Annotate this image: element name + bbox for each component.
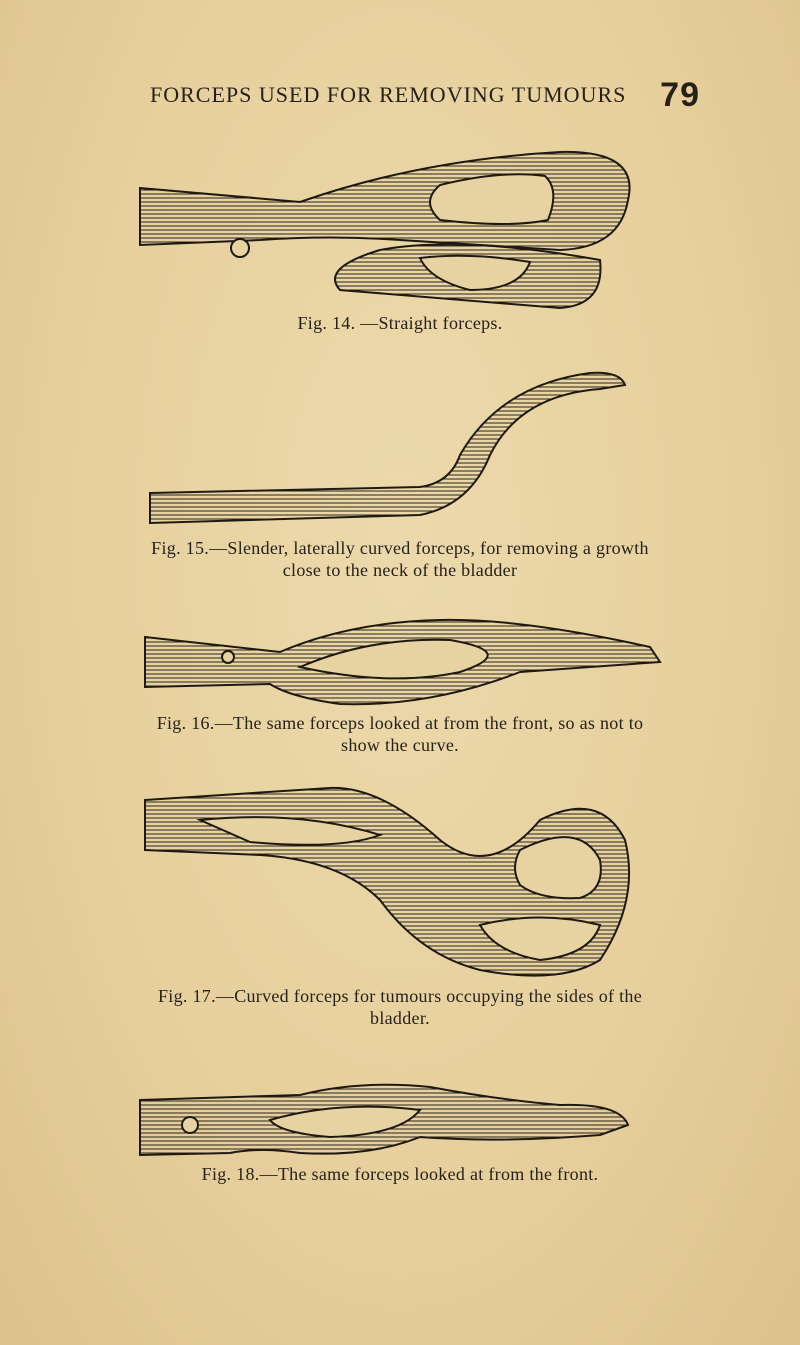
- running-title: FORCEPS USED FOR REMOVING TUMOURS: [150, 82, 627, 107]
- figure-18: [0, 1075, 800, 1184]
- figure-15-caption-line-2: close to the neck of the bladder: [282, 560, 518, 580]
- figure-18-caption: Fig. 18.—The same forceps looked at from the front.: [201, 1164, 599, 1184]
- front-view-curved-forceps-illustration: [0, 1075, 800, 1165]
- figure-16-caption-line-1: Fig. 16.—The same forceps looked at from the front, so as not to: [156, 713, 644, 733]
- figure-15-caption: [0, 537, 800, 581]
- figure-17-caption-line-2: bladder.: [370, 1008, 430, 1028]
- figure-17-caption-line-1: Fig. 17.—Curved forceps for tumours occupying the sides of the: [157, 986, 642, 1006]
- figure-14-caption: Fig. 14. —Straight forceps.: [297, 313, 503, 333]
- figure-16: [0, 612, 800, 755]
- front-view-forceps-illustration: [0, 612, 800, 712]
- figure-17: [0, 780, 800, 1028]
- figure-17-caption: [0, 985, 800, 1029]
- curved-forceps-illustration: [0, 365, 800, 535]
- side-curved-forceps-illustration: [0, 780, 800, 980]
- figure-16-caption: [0, 712, 800, 756]
- figure-15: [0, 365, 800, 580]
- straight-forceps-illustration: [0, 140, 800, 310]
- page-header: [0, 78, 800, 118]
- figure-15-caption-line-1: Fig. 15.—Slender, laterally curved forceps, for removing a growth: [151, 538, 649, 558]
- page-number: 79: [660, 76, 700, 114]
- figure-14: [0, 140, 800, 333]
- figure-16-caption-line-2: show the curve.: [341, 735, 459, 755]
